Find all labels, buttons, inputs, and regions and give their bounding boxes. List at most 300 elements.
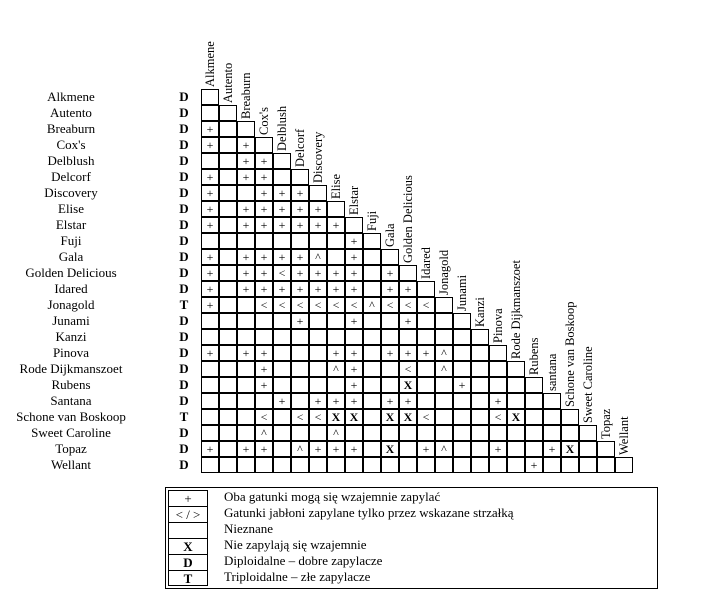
diagonal-cell	[237, 121, 255, 137]
diagonal-cell	[435, 297, 453, 313]
row-label: Santana	[50, 393, 92, 408]
column-label: Idared	[419, 247, 433, 279]
compatibility-cell	[471, 457, 489, 473]
compatibility-cell: +	[291, 281, 309, 297]
compatibility-cell	[219, 377, 237, 393]
compatibility-cell: +	[273, 249, 291, 265]
legend-text-d: Diploidalne – dobre zapylacze	[224, 553, 383, 568]
compatibility-cell	[471, 345, 489, 361]
compatibility-cell	[417, 361, 435, 377]
compatibility-cell	[381, 313, 399, 329]
compatibility-cell	[561, 457, 579, 473]
compatibility-cell	[525, 409, 543, 425]
compatibility-cell	[453, 425, 471, 441]
compatibility-cell: +	[327, 441, 345, 457]
diagonal-cell	[309, 185, 327, 201]
compatibility-cell	[291, 233, 309, 249]
compatibility-cell	[453, 457, 471, 473]
compatibility-cell	[219, 281, 237, 297]
row-label: Topaz	[55, 441, 87, 456]
legend-text-plus: Oba gatunki mogą się wzajemnie zapylać	[224, 489, 441, 504]
compatibility-cell	[219, 153, 237, 169]
compatibility-cell: <	[345, 297, 363, 313]
compatibility-cell: <	[291, 409, 309, 425]
compatibility-cell: +	[201, 137, 219, 153]
compatibility-cell	[219, 169, 237, 185]
compatibility-cell: +	[255, 169, 273, 185]
compatibility-cell	[453, 393, 471, 409]
row-label: Autento	[50, 105, 92, 120]
compatibility-cell	[435, 377, 453, 393]
compatibility-cell: <	[309, 409, 327, 425]
row-label: Sweet Caroline	[31, 425, 111, 440]
compatibility-cell	[363, 409, 381, 425]
compatibility-cell	[201, 313, 219, 329]
ploidy-mark: D	[179, 217, 189, 232]
compatibility-cell: +	[255, 361, 273, 377]
column-label: Autento	[221, 62, 235, 103]
compatibility-cell: +	[237, 281, 255, 297]
row-label: Elise	[58, 201, 84, 216]
compatibility-cell	[435, 409, 453, 425]
diagonal-cell	[219, 105, 237, 121]
column-label: Elstar	[347, 185, 361, 215]
diagonal-cell	[291, 169, 309, 185]
compatibility-cell	[435, 457, 453, 473]
compatibility-cell: +	[291, 265, 309, 281]
column-label: Golden Delicious	[401, 175, 415, 263]
ploidy-mark: D	[179, 185, 189, 200]
compatibility-cell: ^	[363, 297, 381, 313]
compatibility-cell: ^	[291, 441, 309, 457]
legend-symbol-x: X	[169, 539, 207, 555]
diagonal-cell	[489, 345, 507, 361]
compatibility-cell: ^	[327, 361, 345, 377]
compatibility-cell	[489, 377, 507, 393]
compatibility-cell: +	[309, 265, 327, 281]
compatibility-cell	[255, 313, 273, 329]
compatibility-cell	[345, 457, 363, 473]
compatibility-cell	[525, 441, 543, 457]
compatibility-cell	[219, 137, 237, 153]
diagonal-cell	[543, 393, 561, 409]
compatibility-cell: +	[255, 441, 273, 457]
compatibility-cell	[309, 313, 327, 329]
compatibility-cell	[543, 409, 561, 425]
compatibility-cell: <	[417, 409, 435, 425]
compatibility-cell: ^	[327, 425, 345, 441]
compatibility-cell	[363, 329, 381, 345]
compatibility-cell: +	[309, 201, 327, 217]
diagonal-cell	[255, 137, 273, 153]
compatibility-cell	[219, 393, 237, 409]
column-label: Fuji	[365, 210, 379, 231]
compatibility-cell	[345, 425, 363, 441]
compatibility-cell: +	[273, 185, 291, 201]
ploidy-mark: D	[179, 457, 189, 472]
compatibility-cell: +	[345, 377, 363, 393]
compatibility-cell	[489, 457, 507, 473]
ploidy-mark: D	[179, 153, 189, 168]
compatibility-cell: <	[381, 297, 399, 313]
compatibility-cell: +	[345, 393, 363, 409]
compatibility-cell	[471, 361, 489, 377]
compatibility-cell	[309, 425, 327, 441]
row-label: Schone van Boskoop	[16, 409, 126, 424]
compatibility-cell	[255, 393, 273, 409]
compatibility-cell	[309, 345, 327, 361]
ploidy-mark: D	[179, 329, 189, 344]
compatibility-cell	[219, 313, 237, 329]
compatibility-cell	[309, 233, 327, 249]
column-label: Jonagold	[437, 249, 451, 295]
compatibility-cell: +	[255, 217, 273, 233]
column-label: Cox's	[257, 107, 271, 135]
legend-symbol-plus: +	[169, 491, 207, 507]
compatibility-cell	[309, 457, 327, 473]
compatibility-cell: +	[417, 345, 435, 361]
compatibility-cell	[273, 361, 291, 377]
ploidy-mark: D	[179, 345, 189, 360]
ploidy-mark: D	[179, 249, 189, 264]
ploidy-mark: D	[179, 233, 189, 248]
compatibility-cell: +	[417, 441, 435, 457]
compatibility-cell: +	[201, 217, 219, 233]
compatibility-cell	[273, 377, 291, 393]
compatibility-cell	[219, 441, 237, 457]
row-label: Breaburn	[46, 121, 96, 136]
compatibility-cell	[363, 457, 381, 473]
compatibility-cell	[579, 441, 597, 457]
compatibility-cell	[399, 441, 417, 457]
legend-symbol-t: T	[183, 571, 193, 586]
compatibility-cell	[327, 313, 345, 329]
diagonal-cell	[525, 377, 543, 393]
compatibility-cell: +	[255, 249, 273, 265]
compatibility-cell: +	[255, 281, 273, 297]
compatibility-cell: +	[381, 345, 399, 361]
compatibility-cell	[381, 361, 399, 377]
compatibility-cell	[489, 425, 507, 441]
compatibility-cell	[417, 329, 435, 345]
compatibility-cell	[363, 393, 381, 409]
row-label: Idared	[54, 281, 88, 296]
compatibility-cell: +	[345, 265, 363, 281]
compatibility-cell: <	[255, 297, 273, 313]
compatibility-cell	[345, 329, 363, 345]
compatibility-cell: +	[273, 217, 291, 233]
compatibility-cell	[417, 313, 435, 329]
compatibility-cell: X	[345, 409, 363, 425]
compatibility-cell	[417, 457, 435, 473]
compatibility-cell	[237, 233, 255, 249]
compatibility-cell	[219, 409, 237, 425]
compatibility-cell	[201, 329, 219, 345]
compatibility-cell	[399, 425, 417, 441]
compatibility-cell: +	[381, 281, 399, 297]
compatibility-cell: +	[399, 313, 417, 329]
compatibility-cell: +	[273, 201, 291, 217]
compatibility-cell: +	[309, 281, 327, 297]
ploidy-mark: D	[179, 121, 189, 136]
compatibility-cell: +	[201, 265, 219, 281]
compatibility-cell	[237, 425, 255, 441]
row-label: Rode Dijkmanszoet	[19, 361, 123, 376]
diagonal-cell	[345, 217, 363, 233]
compatibility-cell: ^	[435, 361, 453, 377]
compatibility-cell	[291, 425, 309, 441]
compatibility-cell: +	[201, 345, 219, 361]
compatibility-cell	[237, 361, 255, 377]
row-label: Elstar	[55, 217, 87, 232]
ploidy-mark: D	[179, 169, 189, 184]
compatibility-cell	[237, 393, 255, 409]
compatibility-cell	[327, 457, 345, 473]
row-label: Fuji	[60, 233, 82, 248]
compatibility-cell: +	[399, 345, 417, 361]
compatibility-cell	[219, 201, 237, 217]
compatibility-cell: +	[291, 201, 309, 217]
compatibility-cell: ^	[435, 441, 453, 457]
compatibility-cell	[273, 169, 291, 185]
compatibility-cell	[291, 345, 309, 361]
column-label: Rubens	[527, 337, 541, 375]
compatibility-cell	[453, 361, 471, 377]
compatibility-cell	[363, 441, 381, 457]
column-label: Junami	[455, 274, 469, 311]
compatibility-cell: +	[237, 265, 255, 281]
diagonal-cell	[381, 249, 399, 265]
compatibility-cell	[273, 457, 291, 473]
compatibility-cell: +	[291, 313, 309, 329]
column-label: Rode Dijkmanszoet	[509, 260, 523, 359]
compatibility-cell	[237, 313, 255, 329]
compatibility-cell: +	[453, 377, 471, 393]
diagonal-cell	[363, 233, 381, 249]
compatibility-cell: X	[399, 377, 417, 393]
compatibility-cell	[363, 281, 381, 297]
compatibility-cell	[579, 457, 597, 473]
row-label: Kanzi	[55, 329, 87, 344]
legend-symbol-empty	[169, 523, 207, 539]
compatibility-cell	[237, 457, 255, 473]
ploidy-mark: D	[179, 105, 189, 120]
column-label: Delcorf	[293, 128, 307, 167]
compatibility-cell	[435, 329, 453, 345]
compatibility-cell: ^	[309, 249, 327, 265]
compatibility-cell: X	[381, 409, 399, 425]
compatibility-cell	[291, 361, 309, 377]
compatibility-cell: +	[201, 169, 219, 185]
compatibility-cell	[543, 425, 561, 441]
compatibility-cell	[597, 457, 615, 473]
ploidy-mark: D	[179, 201, 189, 216]
legend-text-t: Triploidalne – złe zapylacze	[224, 569, 371, 584]
compatibility-cell	[363, 425, 381, 441]
diagonal-cell	[471, 329, 489, 345]
compatibility-cell	[219, 121, 237, 137]
compatibility-cell: <	[327, 297, 345, 313]
compatibility-cell: +	[381, 265, 399, 281]
compatibility-cell	[507, 441, 525, 457]
column-label: Pinova	[491, 308, 505, 343]
compatibility-cell: +	[273, 281, 291, 297]
row-label: Jonagold	[47, 297, 95, 312]
compatibility-cell	[435, 393, 453, 409]
compatibility-cell	[507, 457, 525, 473]
compatibility-cell: +	[237, 137, 255, 153]
legend-symbol-column	[168, 490, 208, 586]
compatibility-cell	[471, 441, 489, 457]
compatibility-cell	[273, 329, 291, 345]
compatibility-cell	[273, 233, 291, 249]
compatibility-cell	[201, 409, 219, 425]
compatibility-cell	[525, 425, 543, 441]
column-label: Schone van Boskoop	[563, 301, 577, 407]
compatibility-cell	[219, 297, 237, 313]
row-label: Rubens	[51, 377, 91, 392]
compatibility-cell: +	[345, 345, 363, 361]
compatibility-cell	[201, 393, 219, 409]
compatibility-cell: +	[255, 377, 273, 393]
legend	[165, 487, 658, 589]
compatibility-cell	[237, 377, 255, 393]
compatibility-cell: +	[273, 393, 291, 409]
compatibility-cell	[507, 377, 525, 393]
legend-text-unknown: Nieznane	[224, 521, 274, 536]
compatibility-cell	[471, 425, 489, 441]
ploidy-mark: D	[179, 361, 189, 376]
compatibility-cell	[471, 377, 489, 393]
compatibility-cell: +	[345, 361, 363, 377]
compatibility-cell: +	[255, 185, 273, 201]
compatibility-cell	[525, 393, 543, 409]
ploidy-mark: D	[179, 441, 189, 456]
row-label: Junami	[52, 313, 90, 328]
compatibility-cell	[507, 393, 525, 409]
compatibility-cell	[201, 425, 219, 441]
compatibility-cell	[471, 409, 489, 425]
compatibility-cell	[453, 441, 471, 457]
compatibility-cell	[219, 185, 237, 201]
column-label: Elise	[329, 174, 343, 199]
row-label: Discovery	[44, 185, 98, 200]
diagonal-cell	[201, 89, 219, 105]
compatibility-cell	[237, 185, 255, 201]
compatibility-cell	[561, 425, 579, 441]
column-label: santana	[545, 353, 559, 391]
diagonal-cell	[417, 281, 435, 297]
compatibility-cell	[219, 425, 237, 441]
compatibility-cell: X	[507, 409, 525, 425]
compatibility-cell	[201, 361, 219, 377]
compatibility-cell: +	[201, 249, 219, 265]
compatibility-cell: +	[327, 393, 345, 409]
compatibility-cell	[381, 329, 399, 345]
row-label: Alkmene	[47, 89, 95, 104]
compatibility-cell: +	[201, 121, 219, 137]
compatibility-cell	[399, 457, 417, 473]
compatibility-cell	[201, 233, 219, 249]
ploidy-mark: D	[179, 377, 189, 392]
compatibility-cell	[417, 377, 435, 393]
row-label: Gala	[58, 249, 84, 264]
compatibility-cell	[219, 233, 237, 249]
column-label: Sweet Caroline	[581, 346, 595, 423]
diagonal-cell	[327, 201, 345, 217]
compatibility-cell	[453, 345, 471, 361]
ploidy-mark: D	[179, 89, 189, 104]
compatibility-cell: X	[327, 409, 345, 425]
compatibility-cell: +	[345, 281, 363, 297]
column-label: Wellant	[617, 416, 631, 455]
compatibility-cell: +	[327, 265, 345, 281]
compatibility-cell: X	[399, 409, 417, 425]
column-label: Discovery	[311, 131, 325, 183]
compatibility-cell	[381, 425, 399, 441]
compatibility-cell: <	[399, 361, 417, 377]
compatibility-cell: +	[237, 441, 255, 457]
compatibility-cell	[291, 329, 309, 345]
column-label: Breaburn	[239, 72, 253, 119]
compatibility-cell: +	[345, 313, 363, 329]
row-label: Golden Delicious	[25, 265, 117, 280]
compatibility-cell: +	[237, 169, 255, 185]
compatibility-cell: +	[525, 457, 543, 473]
compatibility-cell: +	[255, 201, 273, 217]
compatibility-cell	[291, 457, 309, 473]
compatibility-cell: +	[255, 345, 273, 361]
compatibility-cell	[237, 329, 255, 345]
compatibility-cell: <	[291, 297, 309, 313]
compatibility-cell: +	[291, 249, 309, 265]
column-label: Alkmene	[203, 41, 217, 87]
compatibility-cell: +	[543, 441, 561, 457]
diagonal-cell	[597, 441, 615, 457]
compatibility-cell	[381, 457, 399, 473]
compatibility-cell	[363, 377, 381, 393]
compatibility-cell	[309, 329, 327, 345]
compatibility-cell	[309, 361, 327, 377]
compatibility-cell	[273, 425, 291, 441]
compatibility-cell	[399, 329, 417, 345]
compatibility-cell	[489, 361, 507, 377]
compatibility-cell	[219, 457, 237, 473]
ploidy-mark: D	[179, 265, 189, 280]
compatibility-cell: +	[489, 441, 507, 457]
column-label: Kanzi	[473, 297, 487, 327]
compatibility-cell	[255, 457, 273, 473]
row-label: Delblush	[47, 153, 95, 168]
compatibility-cell	[219, 361, 237, 377]
compatibility-cell: <	[273, 265, 291, 281]
ploidy-mark: D	[179, 281, 189, 296]
compatibility-cell	[255, 329, 273, 345]
compatibility-cell	[453, 409, 471, 425]
compatibility-cell	[219, 345, 237, 361]
compatibility-cell: X	[381, 441, 399, 457]
compatibility-cell: +	[291, 185, 309, 201]
compatibility-cell	[273, 441, 291, 457]
diagonal-cell	[615, 457, 633, 473]
compatibility-cell: +	[255, 265, 273, 281]
legend-symbol-d: D	[169, 555, 207, 571]
compatibility-cell: +	[399, 281, 417, 297]
compatibility-cell: <	[489, 409, 507, 425]
compatibility-cell	[219, 217, 237, 233]
compatibility-cell: +	[201, 441, 219, 457]
compatibility-cell: +	[399, 393, 417, 409]
